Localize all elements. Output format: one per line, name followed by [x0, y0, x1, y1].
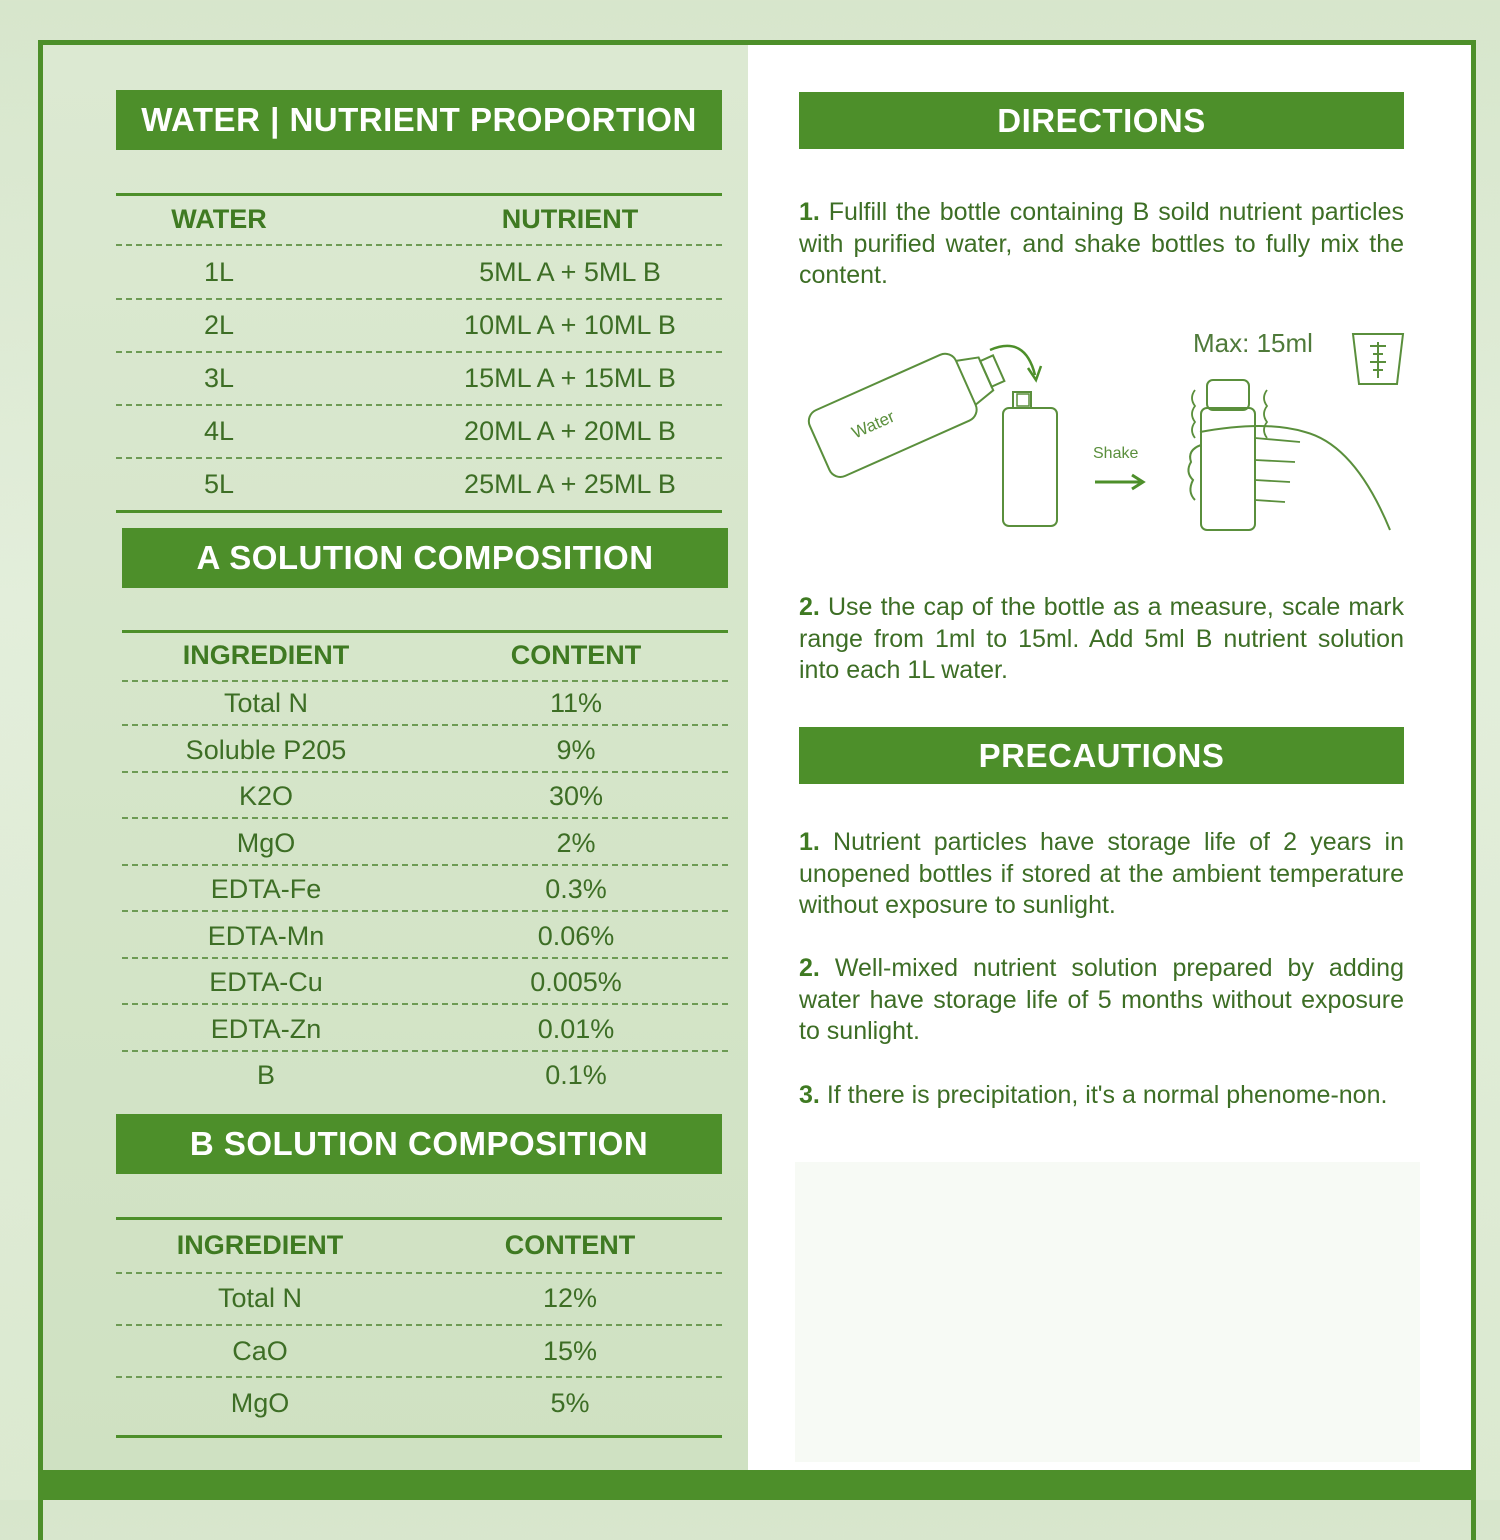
- max-label: Max: 15ml: [1193, 328, 1313, 358]
- cell-content: 15%: [542, 1335, 598, 1366]
- direction-step-2: [799, 592, 1404, 687]
- cell-ingredient: CaO: [232, 1335, 288, 1366]
- step-text: Use the cap of the bottle as a measure, scale mark range from 1ml to 15ml. Add 5ml B nutrient solution into each 1L water.: [799, 593, 1404, 684]
- cell-nutrient: 25ML A + 25ML B: [464, 469, 676, 499]
- item-text: Nutrient particles have storage life of 2 years in unopened bottles if stored at the ambient temperature without exposure to sunlight.: [799, 828, 1405, 919]
- step-number: 2.: [799, 593, 820, 621]
- pour-arrow-icon: [990, 346, 1035, 375]
- cell-nutrient: 5ML A + 5ML B: [479, 257, 661, 287]
- cell-content: 0.01%: [537, 1013, 615, 1044]
- row-divider: [122, 1003, 728, 1005]
- precaution-item-2: [799, 953, 1404, 1048]
- cell-ingredient: EDTA-Mn: [207, 920, 325, 951]
- item-text: If there is precipitation, it's a normal phenome-non.: [826, 1081, 1388, 1109]
- cell-ingredient: Total N: [217, 1283, 303, 1313]
- cell-ingredient: MgO: [236, 827, 296, 858]
- cell-content: 30%: [548, 781, 604, 811]
- row-divider: [122, 771, 728, 773]
- cell-water: 1L: [203, 257, 235, 287]
- col-ingredient-header: INGREDIENT: [182, 640, 350, 670]
- step-number: 1.: [799, 198, 820, 226]
- col-ingredient-header: INGREDIENT: [176, 1230, 344, 1260]
- item-number: 1.: [799, 828, 820, 856]
- row-divider: [116, 1376, 722, 1378]
- item-number: 2.: [799, 954, 820, 982]
- row-divider: [122, 724, 728, 726]
- row-divider: [122, 957, 728, 959]
- cell-ingredient: Total N: [223, 688, 309, 718]
- cell-content: 2%: [556, 827, 596, 858]
- arrow-right-icon: [1095, 475, 1143, 489]
- row-divider: [116, 244, 722, 246]
- b-solution-title: B SOLUTION COMPOSITION: [116, 1114, 722, 1174]
- col-water-header: WATER: [171, 204, 267, 234]
- cell-ingredient: EDTA-Cu: [209, 967, 323, 997]
- cell-content: 0.3%: [545, 874, 607, 904]
- measuring-cap-icon: [1353, 334, 1403, 384]
- cell-water: 5L: [203, 469, 235, 499]
- col-nutrient-header: NUTRIENT: [501, 204, 639, 234]
- cell-ingredient: MgO: [230, 1388, 290, 1418]
- row-divider: [116, 457, 722, 459]
- cell-ingredient: Soluble P205: [185, 734, 347, 765]
- cell-content: 12%: [542, 1283, 598, 1313]
- step-text: Fulfill the bottle containing B soild nutrient particles with purified water, and shake bottles to fully mix the content.: [799, 198, 1404, 289]
- table-top-rule: [116, 1217, 722, 1220]
- table-bottom-rule: [116, 510, 722, 513]
- row-divider: [122, 864, 728, 866]
- row-divider: [116, 1272, 722, 1274]
- row-divider: [116, 1324, 722, 1326]
- table-top-rule: [122, 630, 728, 633]
- cell-nutrient: 10ML A + 10ML B: [464, 310, 676, 340]
- shake-label: Shake: [1093, 445, 1139, 462]
- bottom-bar: [43, 1470, 1471, 1500]
- precaution-item-3: [799, 1080, 1404, 1112]
- precaution-item-1: [799, 827, 1404, 922]
- a-solution-title: A SOLUTION COMPOSITION: [122, 528, 728, 588]
- row-divider: [122, 680, 728, 682]
- direction-step-1: [799, 197, 1404, 292]
- water-nutrient-title: WATER | NUTRIENT PROPORTION: [116, 90, 722, 150]
- cell-water: 3L: [203, 363, 235, 393]
- hand-shaking-icon: [1188, 380, 1390, 530]
- cell-ingredient: EDTA-Zn: [210, 1013, 322, 1044]
- mixing-illustration: [795, 320, 1410, 550]
- cell-nutrient: 15ML A + 15ML B: [464, 363, 676, 393]
- row-divider: [122, 910, 728, 912]
- cell-water: 4L: [203, 416, 235, 446]
- cell-content: 11%: [549, 688, 603, 718]
- item-number: 3.: [799, 1081, 820, 1109]
- cell-content: 5%: [550, 1388, 590, 1418]
- cell-content: 0.005%: [530, 967, 622, 997]
- cell-content: 9%: [556, 734, 596, 765]
- cell-content: 0.06%: [537, 920, 615, 951]
- item-text: Well-mixed nutrient solution prepared by adding water have storage life of 5 months without exposure to sunlight.: [799, 954, 1404, 1045]
- row-divider: [122, 1050, 728, 1052]
- table-bottom-rule: [116, 1435, 722, 1438]
- col-content-header: CONTENT: [510, 640, 642, 670]
- water-label: Water: [848, 406, 898, 443]
- row-divider: [116, 404, 722, 406]
- col-content-header: CONTENT: [504, 1230, 636, 1260]
- directions-title: DIRECTIONS: [799, 92, 1404, 149]
- cell-content: 0.1%: [545, 1060, 607, 1090]
- cell-ingredient: EDTA-Fe: [210, 874, 322, 904]
- cell-ingredient: B: [256, 1060, 276, 1090]
- nutrient-bottle-icon: [1003, 392, 1057, 526]
- row-divider: [122, 817, 728, 819]
- water-bottle-icon: [805, 335, 1013, 480]
- precautions-title: PRECAUTIONS: [799, 727, 1404, 784]
- cell-nutrient: 20ML A + 20ML B: [464, 416, 676, 446]
- cell-water: 2L: [203, 310, 235, 340]
- row-divider: [116, 298, 722, 300]
- cell-ingredient: K2O: [238, 781, 294, 811]
- table-top-rule: [116, 193, 722, 196]
- row-divider: [116, 351, 722, 353]
